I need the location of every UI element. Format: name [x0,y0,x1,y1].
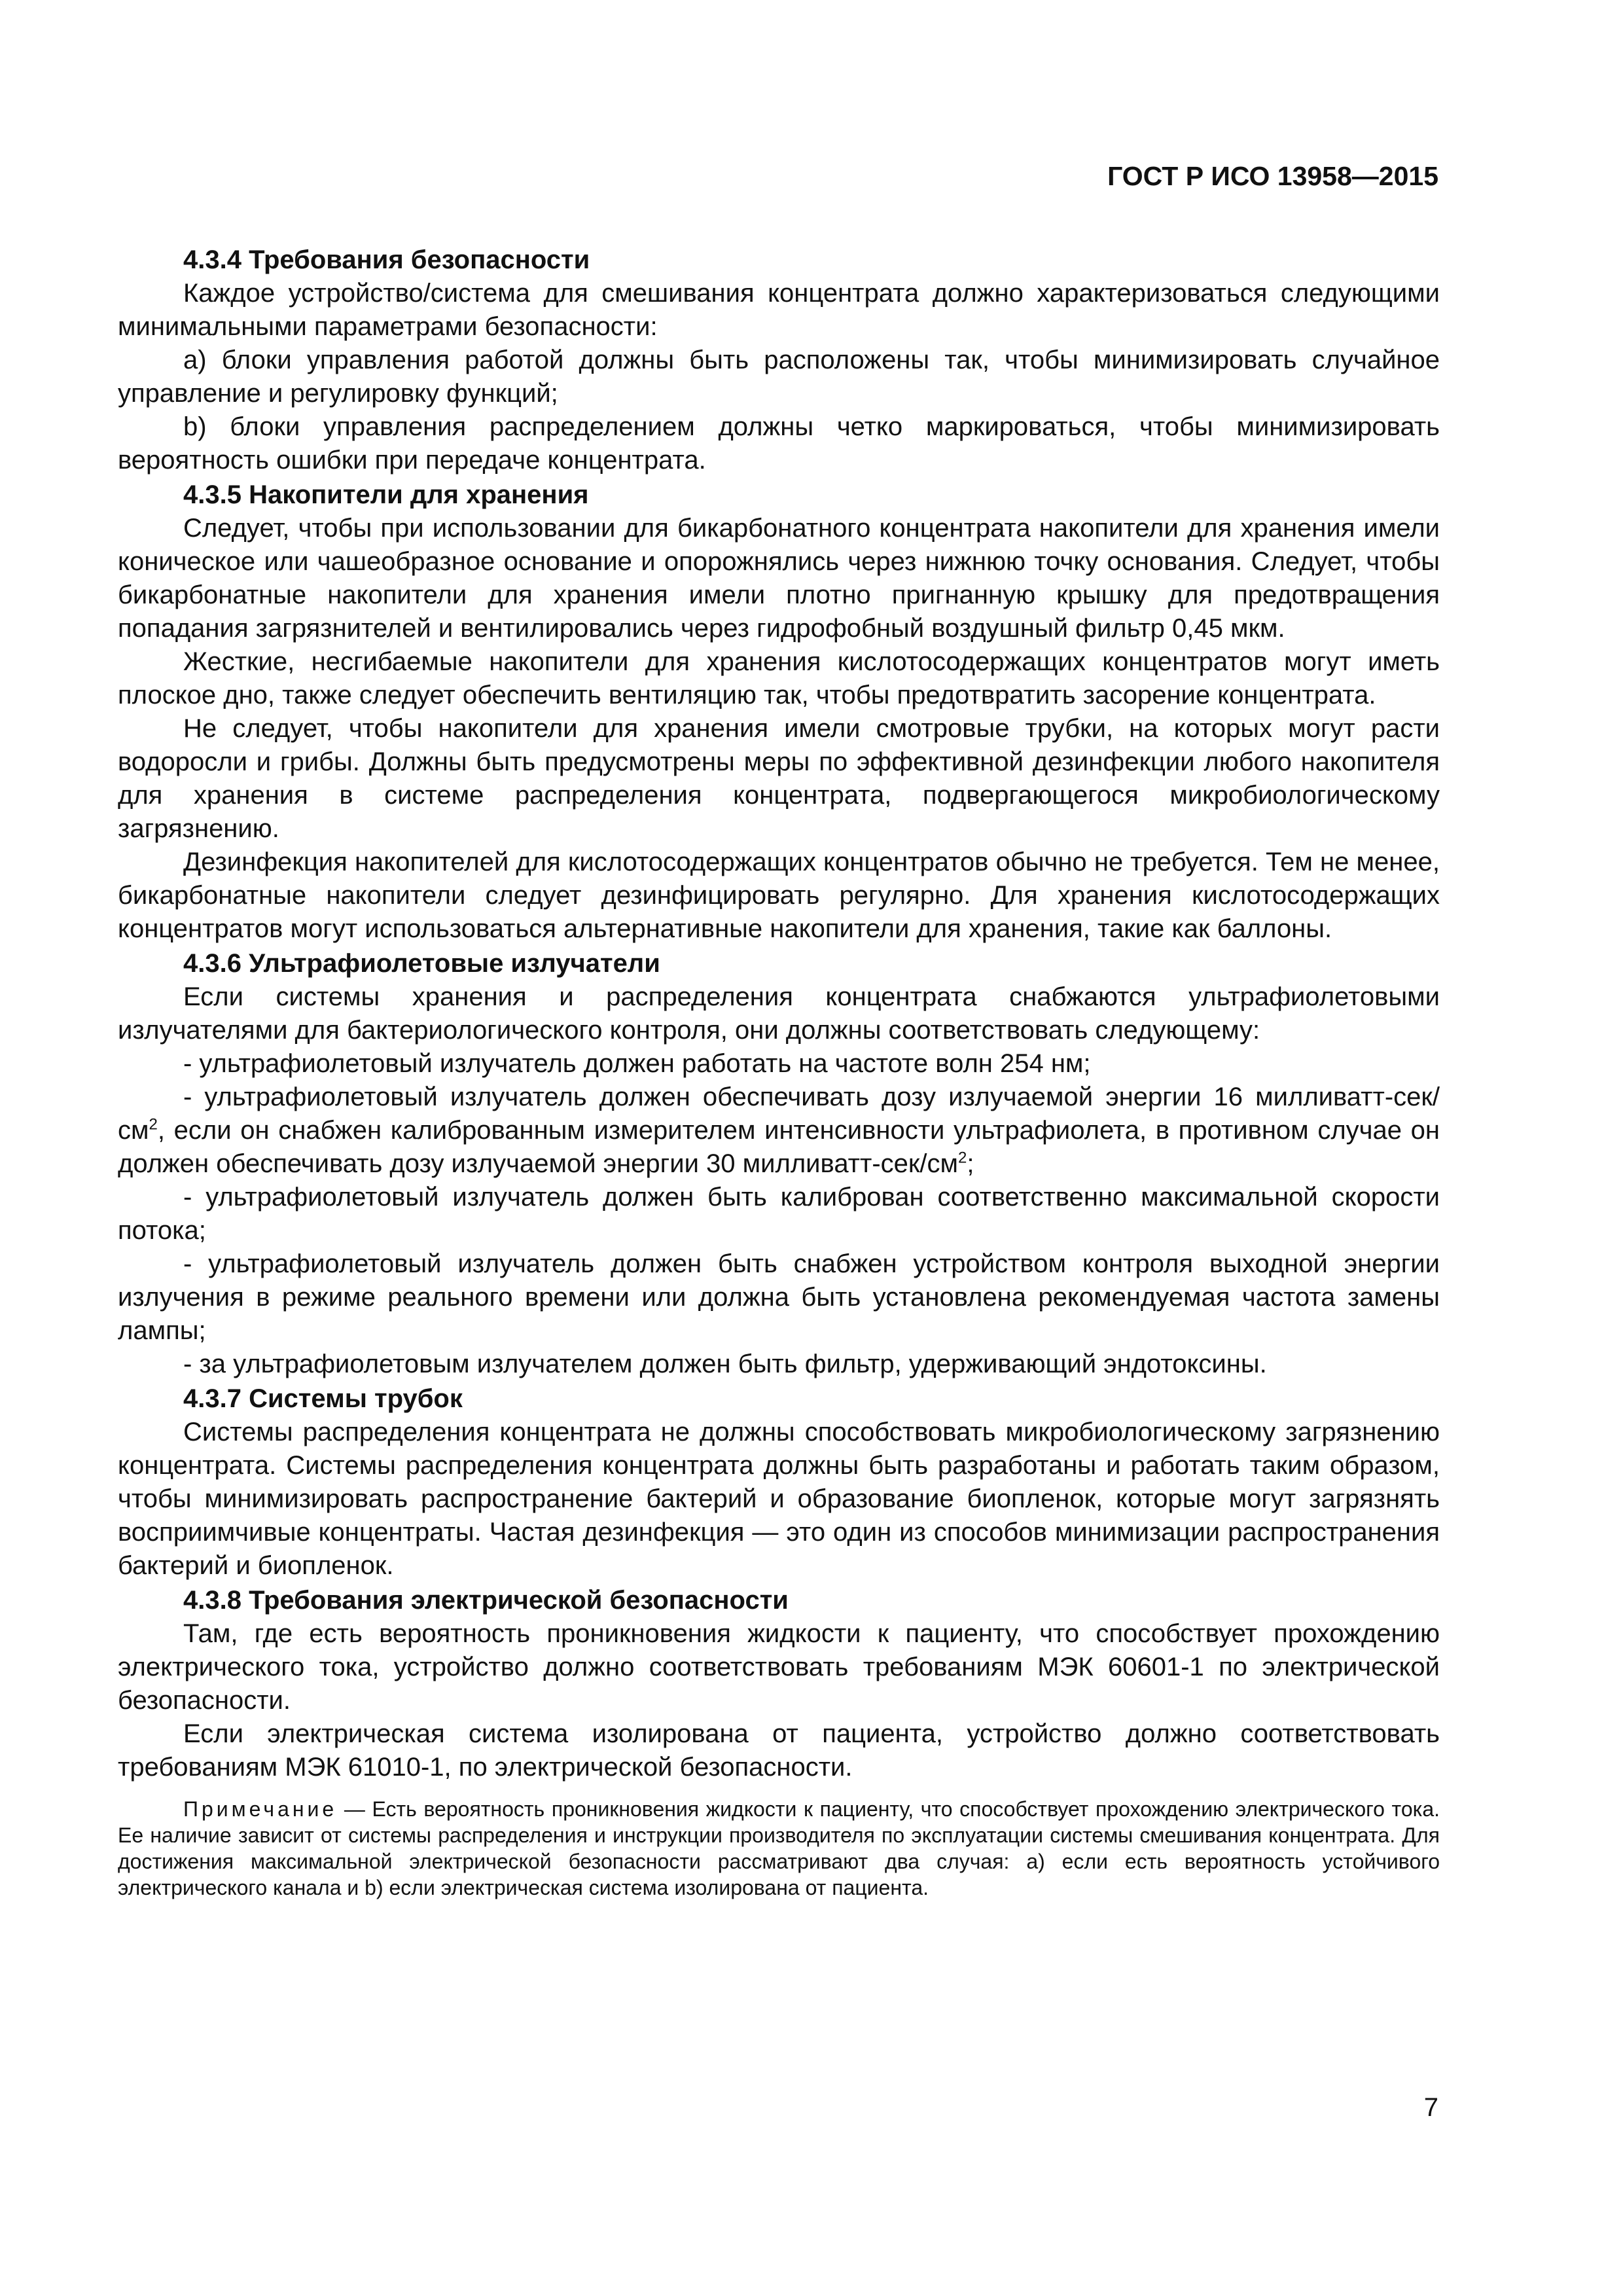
list-item: - ультрафиолетовый излучатель должен быть снабжен устройством контроля выходной энергии излучения в режиме реального времени или должна быть установлена рекомендуемая частота замены лампы; [118,1249,1440,1345]
note-label: Примечание [183,1797,338,1821]
note-text: — Есть вероятность проникновения жидкости к пациенту, что способствует прохождению электрического тока. Ее наличие зависит от системы распределения и инструкции производителя по эксплуатации системы смешивания концентрата. Для достижения максимальной электрической безопасности рассматривают два случая: a) если есть вероятность устойчивого электрического канала и b) если электрическая система изолирована от пациента. [118,1797,1440,1899]
paragraph: Следует, чтобы при использовании для бикарбонатного концентрата накопители для хранения имели коническое или чашеобразное основание и опорожнялись через нижнюю точку основания. Следует, чтобы бикарбонатные накопители для хранения имели плотно пригнанную крышку для предотвращения попадания загрязнителей и вентилировались через гидрофобный воздушный фильтр 0,45 мкм. [118,514,1440,643]
paragraph: Системы распределения концентрата не должны способствовать микробиологическому загрязнению концентрата. Системы распределения концентрата должны быть разработаны и работать таким образом, чтобы минимизировать распространение бактерий и образование биопленок, которые могут загрязнять восприимчивые концентраты. Частая дезинфекция — это один из способов минимизации распространения бактерий и биопленок. [118,1418,1440,1580]
list-item: - ультрафиолетовый излучатель должен быть калиброван соответственно максимальной скорости потока; [118,1183,1440,1245]
text-span: - ультрафиолетовый излучатель должен обеспечивать дозу излучаемой энергии 16 милливатт-сек/см [118,1083,1440,1145]
list-item: b) блоки управления распределением должны четко маркироваться, чтобы минимизировать вероятность ошибки при передаче концентрата. [118,412,1440,475]
paragraph: Если электрическая система изолирована от пациента, устройство должно соответствовать требованиям МЭК 61010-1, по электрической безопасности. [118,1719,1440,1782]
list-item: a) блоки управления работой должны быть расположены так, чтобы минимизировать случайное управление и регулировку функций; [118,346,1440,408]
paragraph: Дезинфекция накопителей для кислотосодержащих концентратов обычно не требуется. Тем не менее, бикарбонатные накопители следует дезинфицировать регулярно. Для хранения кислотосодержащих концентратов могут использоваться альтернативные накопители для хранения, такие как баллоны. [118,848,1440,943]
page-number: 7 [1423,2093,1438,2122]
list-item [118,1081,1440,1181]
paragraph: Там, где есть вероятность проникновения жидкости к пациенту, что способствует прохождению электрического тока, устройство должно соответствовать требованиям МЭК 60601-1 по электрической безопасности. [118,1619,1440,1715]
paragraph: Если системы хранения и распределения концентрата снабжаются ультрафиолетовыми излучателями для бактериологического контроля, они должны соответствовать следующему: [118,982,1440,1045]
document-body [118,242,1440,1901]
paragraph: Каждое устройство/система для смешивания концентрата должно характеризоваться следующими минимальными параметрами безопасности: [118,279,1440,341]
section-heading-4-3-6: 4.3.6 Ультрафиолетовые излучатели [183,949,660,978]
section-heading-4-3-8: 4.3.8 Требования электрической безопасности [183,1586,789,1615]
superscript: 2 [958,1149,967,1167]
list-item: - за ультрафиолетовым излучателем должен быть фильтр, удерживающий эндотоксины. [183,1350,1267,1378]
superscript: 2 [149,1115,158,1134]
text-span: ; [967,1149,974,1178]
paragraph: Не следует, чтобы накопители для хранения имели смотровые трубки, на которых могут расти водоросли и грибы. Должны быть предусмотрены меры по эффективной дезинфекции любого накопителя для хранения в системе распределения концентрата, подвергающегося микробиологическому загрязнению. [118,714,1440,843]
document-code: ГОСТ Р ИСО 13958—2015 [1107,161,1438,191]
note-block [118,1796,1440,1901]
list-item: - ультрафиолетовый излучатель должен работать на частоте волн 254 нм; [183,1049,1091,1078]
text-span: , если он снабжен калиброванным измерителем интенсивности ультрафиолета, в противном случае он должен обеспечивать дозу излучаемой энергии 30 милливатт-сек/см [118,1116,1440,1178]
paragraph: Жесткие, несгибаемые накопители для хранения кислотосодержащих концентратов могут иметь плоское дно, также следует обеспечить вентиляцию так, чтобы предотвратить засорение концентрата. [118,647,1440,709]
note-paragraph [118,1796,1440,1901]
section-heading-4-3-4: 4.3.4 Требования безопасности [183,245,590,274]
section-heading-4-3-5: 4.3.5 Накопители для хранения [183,480,589,509]
section-heading-4-3-7: 4.3.7 Системы трубок [183,1384,463,1413]
